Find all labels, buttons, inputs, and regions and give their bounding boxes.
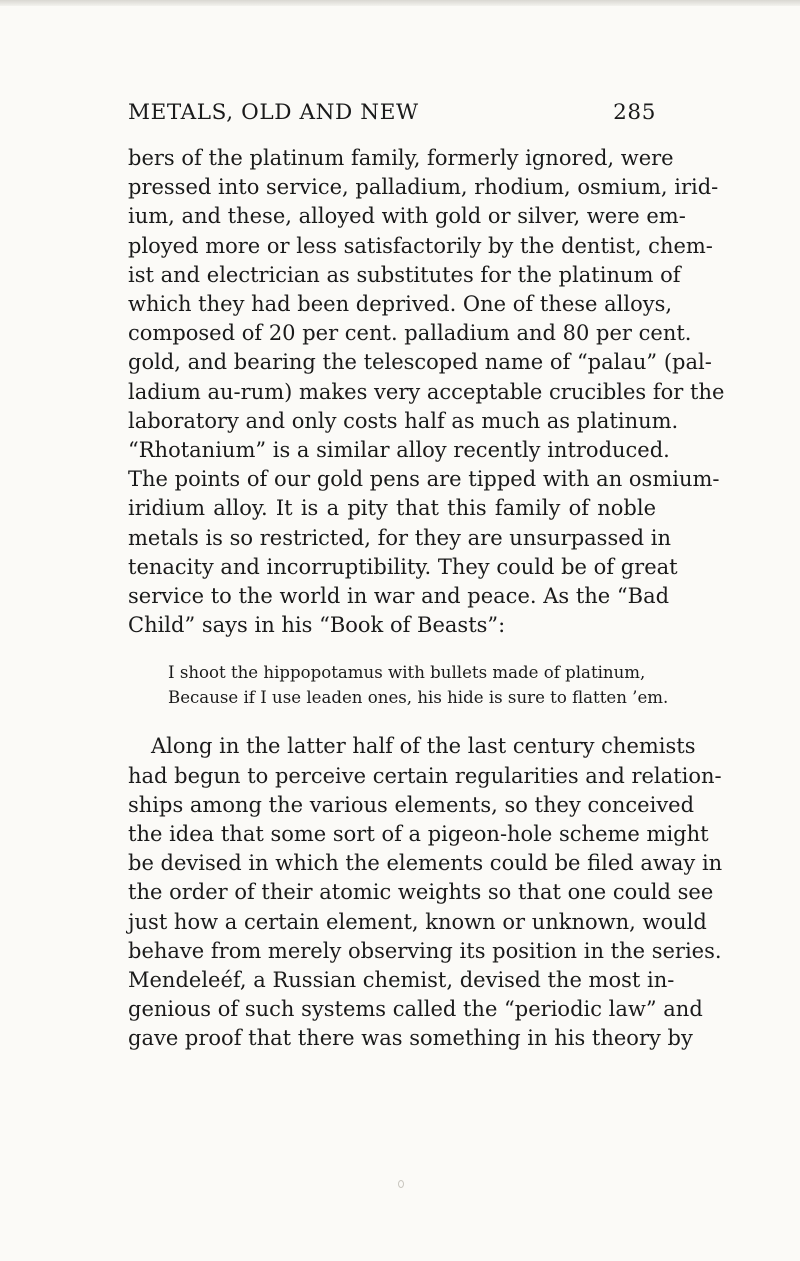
text-line: bers of the platinum family, formerly ignored, were bbox=[128, 146, 674, 170]
text-line: just how a certain element, known or unknown, would bbox=[128, 909, 707, 934]
text-line: genious of such systems called the “periodic law” and bbox=[128, 997, 703, 1022]
page-number: 285 bbox=[613, 100, 656, 125]
text-line: the order of their atomic weights so that one could see bbox=[128, 880, 714, 905]
text-line: service to the world in war and peace. As the “Bad bbox=[128, 584, 670, 609]
text-line: Mendeleéf, a Russian chemist, devised the most in- bbox=[128, 968, 675, 993]
paragraph-platinum-family bbox=[128, 144, 725, 640]
text-line: the idea that some sort of a pigeon-hole scheme might bbox=[128, 822, 709, 847]
text-line: ist and electrician as substitutes for the platinum of bbox=[128, 262, 681, 287]
text-line: had begun to perceive certain regularities and relation- bbox=[128, 763, 722, 788]
verse-line: I shoot the hippopotamus with bullets made of platinum, bbox=[168, 663, 646, 683]
text-line: ployed more or less satisfactorily by the dentist, chem- bbox=[128, 233, 713, 258]
verse-line: Because if I use leaden ones, his hide is sure to flatten ’em. bbox=[168, 688, 669, 708]
scan-edge bbox=[0, 0, 800, 6]
text-line: metals is so restricted, for they are unsurpassed in bbox=[128, 525, 672, 550]
text-line: which they had been deprived. One of these alloys, bbox=[128, 292, 673, 317]
text-line: iridium alloy. It is a pity that this family of noble bbox=[128, 496, 656, 521]
paragraph-periodic-law bbox=[128, 732, 723, 1053]
book-page bbox=[128, 100, 725, 1054]
paper-speck bbox=[398, 1180, 404, 1188]
text-line: Child” says in his “Book of Beasts”: bbox=[128, 613, 506, 638]
text-line: Along in the latter half of the last century chemists bbox=[151, 734, 696, 759]
text-line: pressed into service, palladium, rhodium, osmium, irid- bbox=[128, 175, 719, 200]
text-line: The points of our gold pens are tipped with an osmium- bbox=[128, 467, 720, 492]
text-line: ladium au-rum) makes very acceptable crucibles for the bbox=[128, 379, 725, 404]
text-line: gave proof that there was something in his theory by bbox=[128, 1026, 693, 1051]
text-line: “Rhotanium” is a similar alloy recently introduced. bbox=[128, 438, 670, 463]
text-line: gold, and bearing the telescoped name of “palau” (pal- bbox=[128, 350, 712, 375]
text-line: laboratory and only costs half as much as platinum. bbox=[128, 408, 679, 433]
text-line: behave from merely observing its position in the series. bbox=[128, 938, 722, 963]
text-line: tenacity and incorruptibility. They could be of great bbox=[128, 554, 678, 579]
verse-quotation bbox=[168, 660, 669, 710]
text-line: composed of 20 per cent. palladium and 80 per cent. bbox=[128, 321, 692, 346]
running-title: METALS, OLD AND NEW bbox=[128, 100, 419, 125]
running-head bbox=[128, 100, 656, 140]
text-line: ships among the various elements, so they conceived bbox=[128, 792, 695, 817]
text-line: be devised in which the elements could be filed away in bbox=[128, 851, 723, 876]
text-line: ium, and these, alloyed with gold or silver, were em- bbox=[128, 204, 686, 229]
